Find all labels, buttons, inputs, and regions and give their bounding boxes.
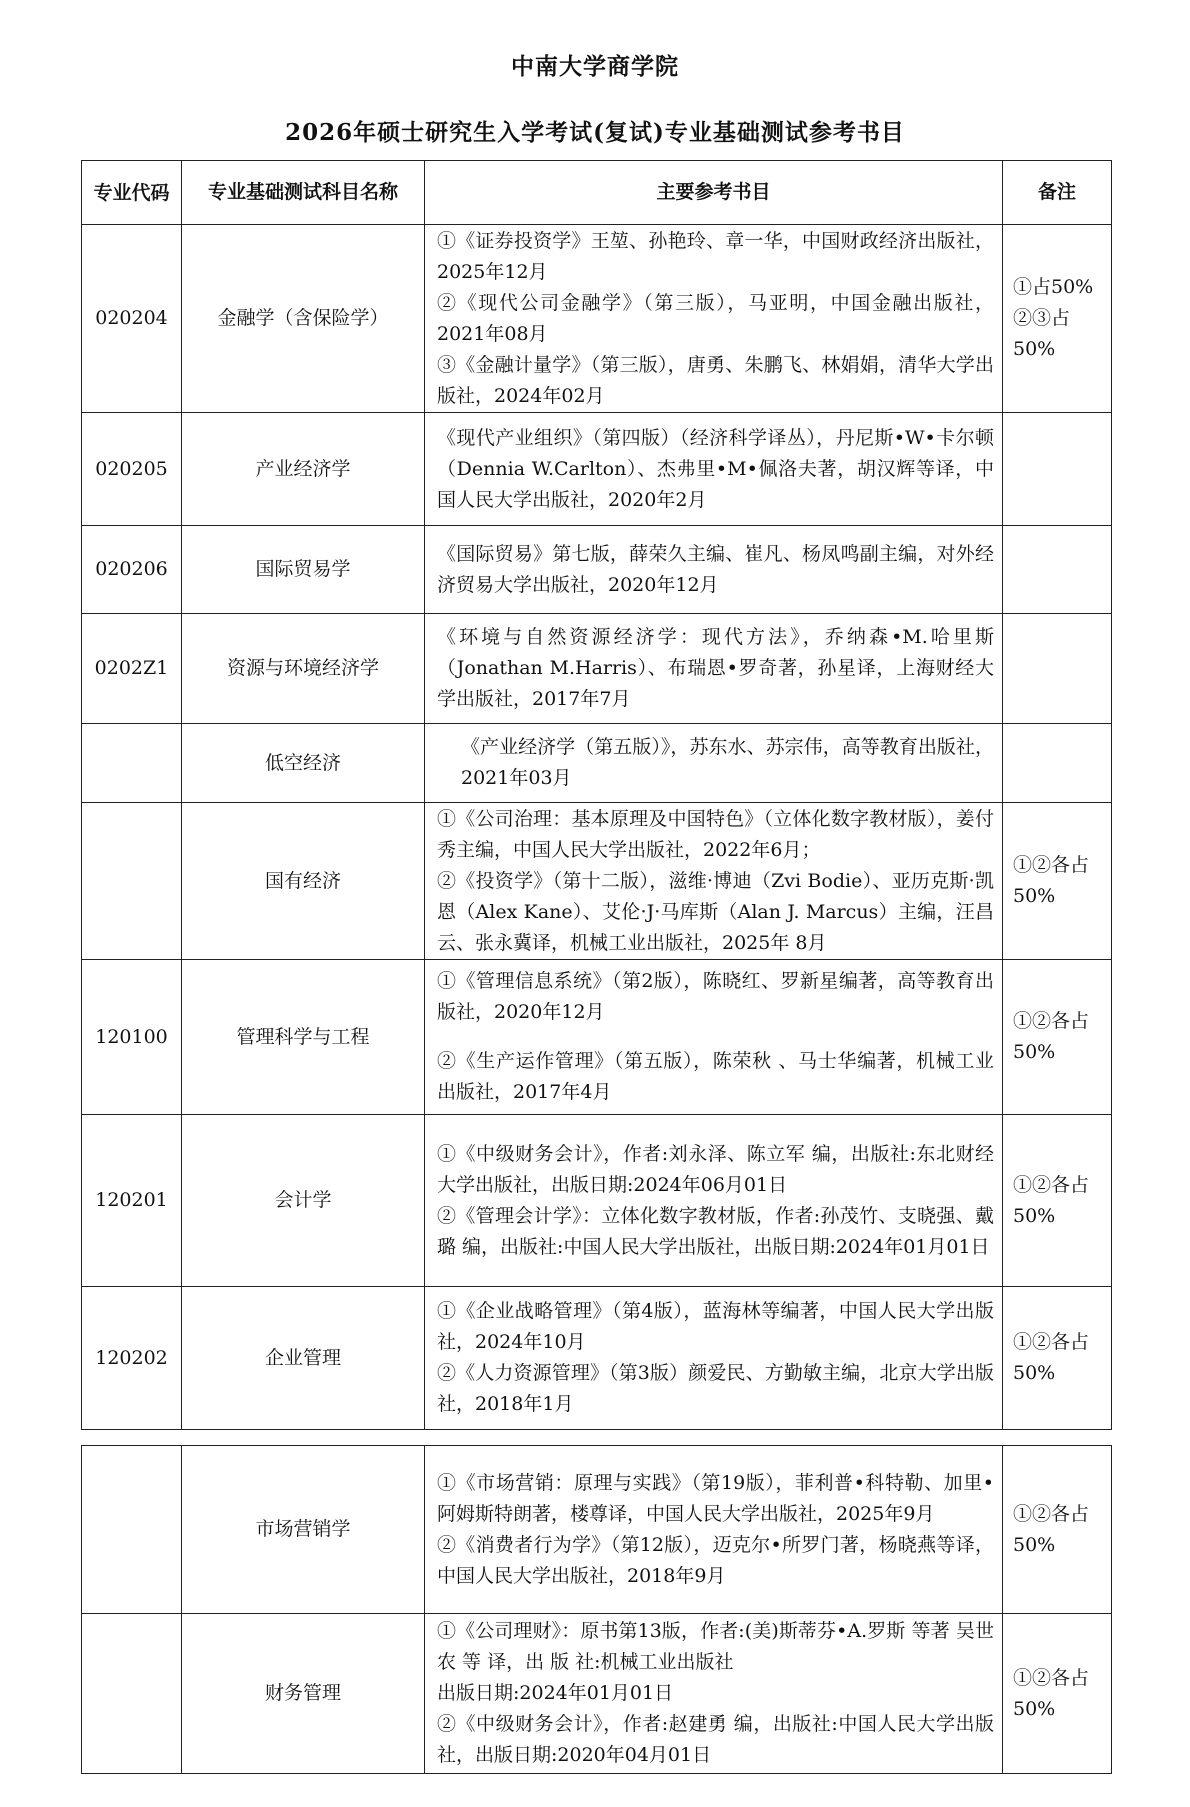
book-entry: ①《中级财务会计》，作者:刘永泽、陈立军 编，出版社:东北财经大学出版社，出版日期:2024年06月01日 (437, 1142, 994, 1196)
book-entry: ①《管理信息系统》（第2版），陈晓红、罗新星编著，高等教育出版社，2020年12月 (437, 970, 994, 1023)
header-code: 专业代码 (82, 161, 182, 225)
table-row (82, 960, 1112, 1115)
row-subject: 企业管理 (182, 1287, 425, 1430)
book-entry: ①《市场营销：原理与实践》（第19版），菲利普•科特勒、加里•阿姆斯特朗著，楼尊译，中国人民大学出版社，2025年9月 (437, 1471, 994, 1525)
row-note: ①②各占50% (1003, 1446, 1112, 1614)
row-note: ①②各占50% (1003, 1115, 1112, 1287)
row-note: ①②各占50% (1003, 1287, 1112, 1430)
book-entry: ①《证券投资学》王堃、孙艳玲、章一华，中国财政经济出版社，2025年12月 (437, 229, 994, 283)
row-code: 0202Z1 (82, 614, 182, 724)
book-entry: ①《公司理财》：原书第13版，作者:(美)斯蒂芬•A.罗斯 等著 吴世农 等 译，出 版 社:机械工业出版社 (437, 1620, 994, 1673)
document-title: 中南大学商学院 (511, 53, 679, 80)
table-row (82, 1614, 1112, 1774)
book-entry: ②《消费者行为学》（第12版），迈克尔•所罗门著，杨晓燕等译，中国人民大学出版社，2018年9月 (437, 1533, 994, 1587)
row-code: 120202 (82, 1287, 182, 1430)
book-entry: 《环境与自然资源经济学：现代方法》，乔纳森•M.哈里斯（Jonathan M.Harris）、布瑞恩•罗奇著，孙星译，上海财经大学出版社，2017年7月 (437, 626, 994, 710)
table-row (82, 225, 1112, 413)
row-code (82, 1614, 182, 1774)
row-subject: 管理科学与工程 (182, 960, 425, 1115)
row-subject: 产业经济学 (182, 413, 425, 526)
row-note (1003, 413, 1112, 526)
table-row (82, 803, 1112, 960)
row-code: 020206 (82, 526, 182, 614)
row-subject: 金融学（含保险学） (182, 225, 425, 413)
book-entry: ①《公司治理：基本原理及中国特色》（立体化数字教材版），姜付秀主编，中国人民大学出版社，2022年6月； (437, 807, 994, 861)
row-note (1003, 724, 1112, 803)
row-books (425, 803, 1003, 960)
table-row (82, 724, 1112, 803)
row-subject: 财务管理 (182, 1614, 425, 1774)
row-code (82, 1446, 182, 1614)
header-note: 备注 (1003, 161, 1112, 225)
book-entry: ②《管理会计学》：立体化数字教材版，作者:孙茂竹、支晓强、戴璐 编，出版社:中国人民大学出版社，出版日期:2024年01月01日 (437, 1204, 994, 1258)
row-books (425, 960, 1003, 1115)
row-code: 120201 (82, 1115, 182, 1287)
row-note (1003, 526, 1112, 614)
document-subtitle: 2026年硕士研究生入学考试(复试)专业基础测试参考书目 (285, 119, 905, 146)
row-subject: 资源与环境经济学 (182, 614, 425, 724)
row-note: ①占50% ②③占50% (1003, 225, 1112, 413)
book-entry: ②《现代公司金融学》（第三版），马亚明，中国金融出版社，2021年08月 (437, 291, 994, 345)
header-subject: 专业基础测试科目名称 (182, 161, 425, 225)
row-books (425, 1115, 1003, 1287)
row-books (425, 614, 1003, 724)
book-entry: 《国际贸易》第七版，薛荣久主编、崔凡、杨凤鸣副主编，对外经济贸易大学出版社，2020年12月 (437, 542, 994, 596)
table-row (82, 1446, 1112, 1614)
row-code (82, 803, 182, 960)
row-note (1003, 614, 1112, 724)
table-row (82, 1287, 1112, 1430)
row-subject: 低空经济 (182, 724, 425, 803)
book-entry: ③《金融计量学》（第三版），唐勇、朱鹏飞、林娟娟，清华大学出版社，2024年02月 (437, 353, 994, 407)
row-books (425, 1614, 1003, 1774)
row-note: ①②各占50% (1003, 1614, 1112, 1774)
book-entry: 《产业经济学（第五版）》，苏东水、苏宗伟，高等教育出版社，2021年03月 (461, 736, 994, 789)
row-subject: 国际贸易学 (182, 526, 425, 614)
row-code (82, 724, 182, 803)
book-entry: ②《人力资源管理》（第3版）颜爱民、方勤敏主编，北京大学出版社，2018年1月 (437, 1362, 994, 1415)
row-books (425, 724, 1003, 803)
row-note: ①②各占50% (1003, 960, 1112, 1115)
book-entry: ①《企业战略管理》（第4版），蓝海林等编著，中国人民大学出版社，2024年10月 (437, 1300, 994, 1353)
row-code: 020204 (82, 225, 182, 413)
row-books (425, 526, 1003, 614)
table-row (82, 614, 1112, 724)
row-code: 120100 (82, 960, 182, 1115)
header-books: 主要参考书目 (425, 161, 1003, 225)
row-subject: 会计学 (182, 1115, 425, 1287)
row-books (425, 1446, 1003, 1614)
book-entry: 出版日期:2024年01月01日 (437, 1682, 674, 1704)
reference-table (81, 160, 1112, 1430)
table-row (82, 1115, 1112, 1287)
row-subject: 国有经济 (182, 803, 425, 960)
book-entry: ②《投资学》（第十二版），滋维·博迪（Zvi Bodie）、亚历克斯·凯恩（Alex Kane）、艾伦·J·马库斯（Alan J. Marcus）主编，汪昌云、张永冀译，机械工业出版社，2025年 8月 (437, 869, 994, 954)
book-entry: 《现代产业组织》（第四版）（经济科学译丛），丹尼斯•W•卡尔顿（Dennia W.Carlton）、杰弗里•M•佩洛夫著，胡汉辉等译，中国人民大学出版社，2020年2月 (437, 426, 994, 511)
row-code: 020205 (82, 413, 182, 526)
row-books (425, 225, 1003, 413)
row-books (425, 1287, 1003, 1430)
table-row (82, 526, 1112, 614)
row-note: ①②各占50% (1003, 803, 1112, 960)
row-subject: 市场营销学 (182, 1446, 425, 1614)
book-entry: ②《生产运作管理》（第五版），陈荣秋 、马士华编著，机械工业出版社，2017年4月 (437, 1050, 994, 1103)
table-header-row (82, 161, 1112, 225)
row-books (425, 413, 1003, 526)
table-row (82, 413, 1112, 526)
book-entry: ②《中级财务会计》，作者:赵建勇 编，出版社:中国人民大学出版社，出版日期:2020年04月01日 (437, 1713, 994, 1766)
reference-table-continued (81, 1445, 1112, 1774)
